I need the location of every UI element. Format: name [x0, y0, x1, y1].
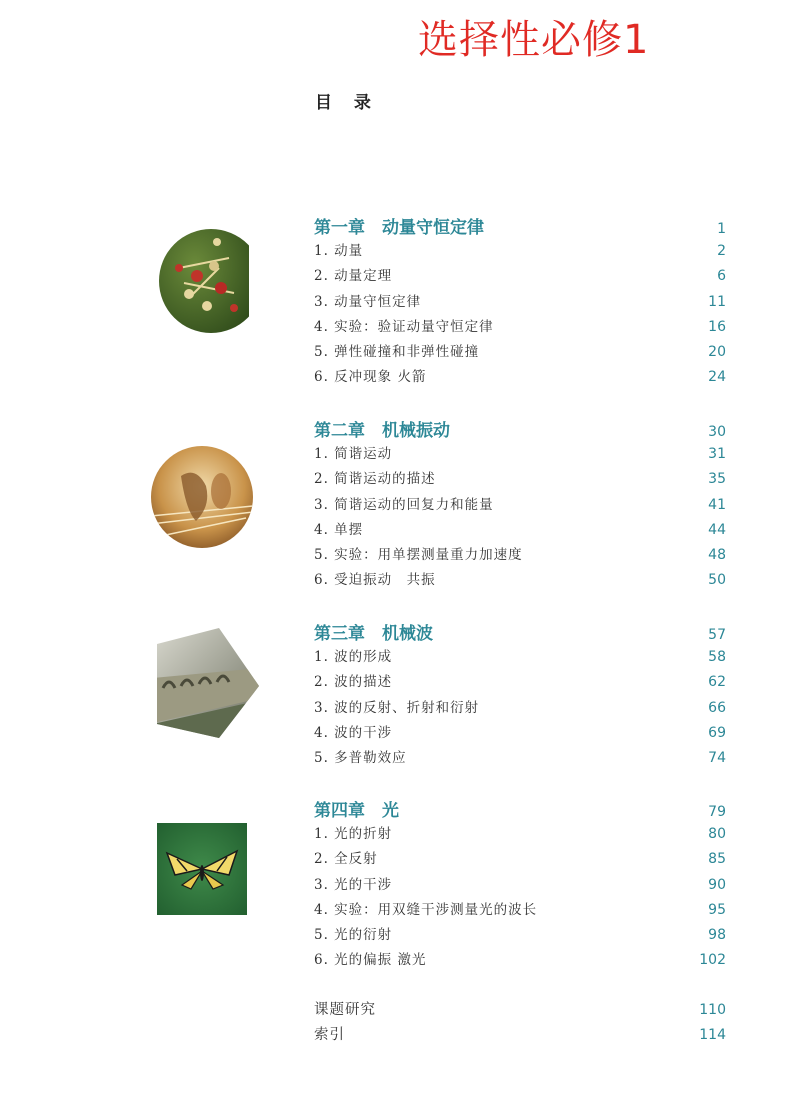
page-number: 50	[708, 572, 726, 589]
chapter-4-image	[157, 823, 247, 915]
toc-extras	[314, 998, 726, 1049]
toc-item-label: 6. 反冲现象 火箭	[314, 369, 427, 386]
page-number: 11	[708, 293, 726, 310]
chapter-2	[314, 416, 726, 594]
toc-item-label: 3. 波的反射、折射和衍射	[314, 699, 480, 716]
banner-title: 选择性必修1	[418, 17, 650, 63]
page-number: 2	[717, 243, 726, 259]
toc-item[interactable]	[314, 568, 726, 593]
chapter-4-heading[interactable]	[314, 796, 726, 822]
toc-item[interactable]	[314, 847, 726, 872]
toc-item-label: 3. 光的干涉	[314, 876, 393, 893]
page-number: 41	[708, 496, 726, 513]
chapter-4	[314, 796, 726, 974]
page-number: 80	[708, 826, 726, 842]
page-number: 62	[708, 674, 726, 691]
toc-item-label: 2. 波的描述	[314, 674, 393, 691]
toc-item-label: 6. 光的偏振 激光	[314, 952, 427, 969]
page-number: 79	[708, 804, 726, 820]
toc-item[interactable]	[314, 923, 726, 948]
page-number: 58	[708, 649, 726, 665]
toc-item-label: 1. 波的形成	[314, 649, 393, 665]
page-number: 110	[699, 1002, 726, 1018]
toc-item[interactable]	[314, 290, 726, 315]
chapter-3	[314, 619, 726, 771]
toc-item[interactable]	[314, 645, 726, 670]
toc-item[interactable]	[314, 493, 726, 518]
toc-item[interactable]	[314, 365, 726, 390]
chapter-title: 第三章 机械波	[314, 624, 433, 644]
page-number: 1	[717, 221, 726, 237]
toc-item-label: 1. 光的折射	[314, 826, 393, 842]
page-number: 90	[708, 876, 726, 893]
chapter-2-image	[151, 446, 253, 548]
chapter-3-heading[interactable]	[314, 619, 726, 645]
chapter-title: 第四章 光	[314, 801, 399, 821]
toc-item-label: 4. 波的干涉	[314, 724, 393, 741]
page-number: 66	[708, 699, 726, 716]
toc-item[interactable]	[314, 948, 726, 973]
page-number: 57	[708, 627, 726, 643]
page-number: 98	[708, 927, 726, 944]
chapter-1	[314, 213, 726, 391]
toc-item[interactable]	[314, 340, 726, 365]
toc-item[interactable]	[314, 518, 726, 543]
toc-item-label: 3. 动量守恒定律	[314, 293, 422, 310]
toc-item[interactable]	[314, 264, 726, 289]
toc-item-label: 课题研究	[314, 1002, 376, 1018]
page-number: 69	[708, 724, 726, 741]
page-number: 24	[708, 369, 726, 386]
toc-item-label: 4. 实验：用双缝干涉测量光的波长	[314, 901, 538, 918]
page-number: 102	[699, 952, 726, 969]
toc-item[interactable]	[314, 467, 726, 492]
toc-item[interactable]	[314, 442, 726, 467]
toc-item-label: 2. 动量定理	[314, 268, 393, 285]
toc-item-index[interactable]	[314, 1023, 726, 1048]
page-number: 20	[708, 344, 726, 361]
toc-title: 目 录	[315, 93, 379, 113]
page-number: 35	[708, 471, 726, 488]
toc-item-label: 2. 全反射	[314, 851, 378, 868]
toc-item-label: 索引	[314, 1027, 345, 1044]
page-number: 74	[708, 750, 726, 767]
page-number: 30	[708, 424, 726, 440]
toc-item-label: 6. 受迫振动 共振	[314, 572, 436, 589]
toc-item-label: 5. 实验：用单摆测量重力加速度	[314, 547, 523, 564]
page-number: 114	[699, 1027, 726, 1044]
toc-item[interactable]	[314, 239, 726, 264]
toc-item-label: 5. 光的衍射	[314, 927, 393, 944]
toc-item-label: 3. 简谐运动的回复力和能量	[314, 496, 494, 513]
toc-item-label: 1. 动量	[314, 243, 364, 259]
toc-item[interactable]	[314, 873, 726, 898]
page-number: 85	[708, 851, 726, 868]
page-number: 95	[708, 901, 726, 918]
toc-item[interactable]	[314, 746, 726, 771]
page-number: 48	[708, 547, 726, 564]
toc-item-label: 1. 简谐运动	[314, 446, 393, 462]
toc-item[interactable]	[314, 670, 726, 695]
page-number: 44	[708, 521, 726, 538]
chapter-1-image	[159, 228, 249, 334]
toc-item-label: 5. 多普勒效应	[314, 750, 407, 767]
toc-item[interactable]	[314, 721, 726, 746]
chapter-title: 第一章 动量守恒定律	[314, 218, 484, 238]
toc-item-label: 2. 简谐运动的描述	[314, 471, 436, 488]
toc-item-label: 4. 实验：验证动量守恒定律	[314, 318, 494, 335]
toc-item[interactable]	[314, 822, 726, 847]
page-number: 16	[708, 318, 726, 335]
toc-item-label: 5. 弹性碰撞和非弹性碰撞	[314, 344, 480, 361]
chapter-3-image	[153, 628, 261, 740]
toc-item[interactable]	[314, 696, 726, 721]
chapter-1-heading[interactable]	[314, 213, 726, 239]
toc-item[interactable]	[314, 315, 726, 340]
page-number: 6	[717, 268, 726, 285]
chapter-2-heading[interactable]	[314, 416, 726, 442]
chapter-title: 第二章 机械振动	[314, 421, 450, 441]
toc-item[interactable]	[314, 543, 726, 568]
toc-item[interactable]	[314, 898, 726, 923]
page-number: 31	[708, 446, 726, 462]
toc-item-label: 4. 单摆	[314, 521, 364, 538]
toc-item-research[interactable]	[314, 998, 726, 1023]
